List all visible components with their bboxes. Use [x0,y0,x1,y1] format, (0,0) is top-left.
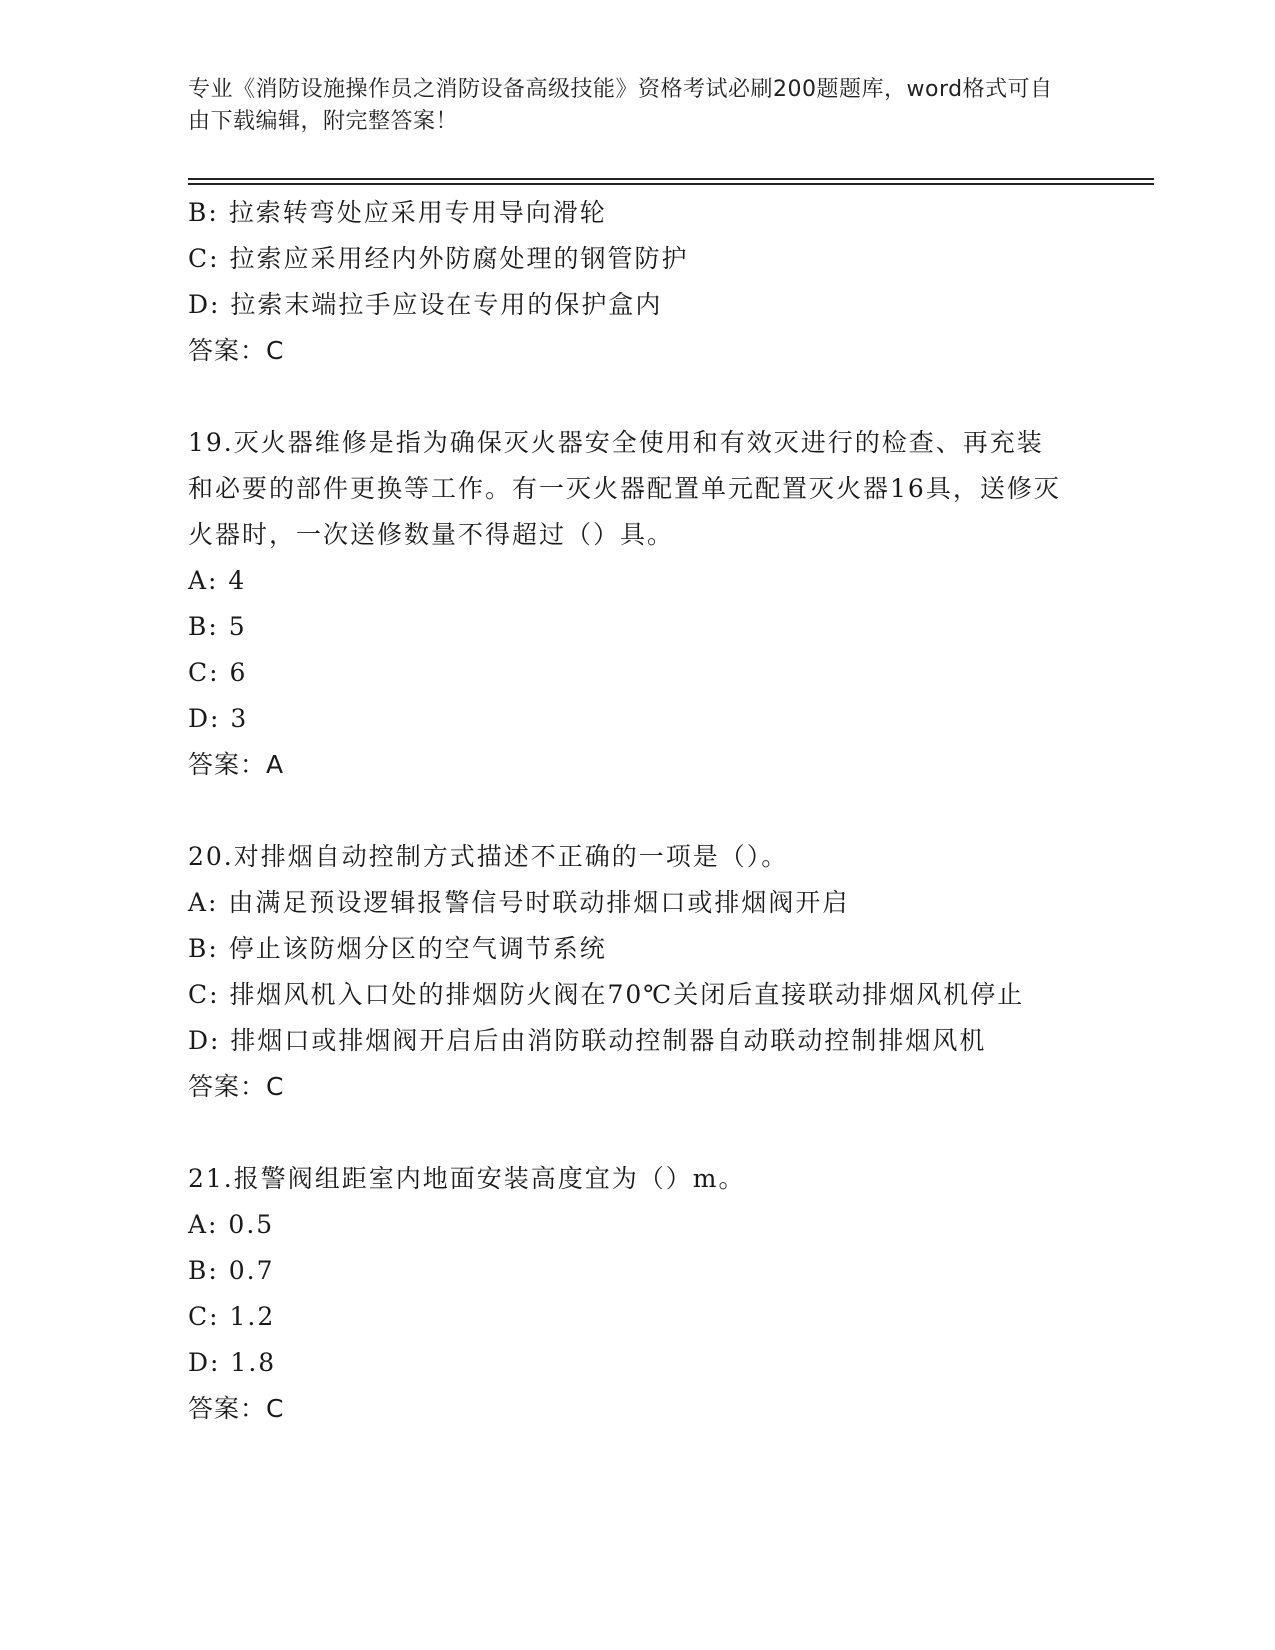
question-18-tail [188,190,1088,374]
option-a: A: 4 [188,566,247,595]
document-body [188,190,1088,1478]
option-d: D: 3 [188,704,249,733]
option-d: D: 1.8 [188,1348,277,1377]
answer-line: 答案：C [188,1394,285,1423]
option-c: C: 1.2 [188,1302,276,1331]
option-c: C: 排烟风机入口处的排烟防火阀在70℃关闭后直接联动排烟风机停止 [188,980,1025,1009]
option-d: D: 排烟口或排烟阀开启后由消防联动控制器自动联动控制排烟风机 [188,1026,987,1055]
question-text: 21.报警阀组距室内地面安装高度宜为（）m。 [188,1164,746,1193]
question-19 [188,420,1088,788]
page-header-text: 专业《消防设施操作员之消防设备高级技能》资格考试必刷200题题库，word格式可自由下载编辑，附完整答案！ [188,77,1053,134]
option-a: A: 由满足预设逻辑报警信号时联动排烟口或排烟阀开启 [188,888,850,917]
option-c: C: 拉索应采用经内外防腐处理的钢管防护 [188,244,689,273]
option-d: D: 拉索末端拉手应设在专用的保护盒内 [188,290,663,319]
option-b: B: 0.7 [188,1256,275,1285]
question-21 [188,1156,1088,1432]
option-c: C: 6 [188,658,248,687]
header-divider-bottom [188,183,1154,185]
answer-line: 答案：A [188,750,285,779]
option-b: B: 停止该防烟分区的空气调节系统 [188,934,607,963]
answer-line: 答案：C [188,1072,285,1101]
option-b: B: 5 [188,612,247,641]
option-b: B: 拉索转弯处应采用专用导向滑轮 [188,198,607,227]
header-divider-top [188,178,1154,180]
question-20 [188,834,1088,1110]
answer-line: 答案：C [188,336,285,365]
option-a: A: 0.5 [188,1210,275,1239]
question-text: 19.灭火器维修是指为确保灭火器安全使用和有效灭进行的检查、再充装和必要的部件更换等工作。有一灭火器配置单元配置灭火器16具，送修灭火器时，一次送修数量不得超过（）具。 [188,428,1061,549]
question-text: 20.对排烟自动控制方式描述不正确的一项是（）。 [188,842,789,871]
